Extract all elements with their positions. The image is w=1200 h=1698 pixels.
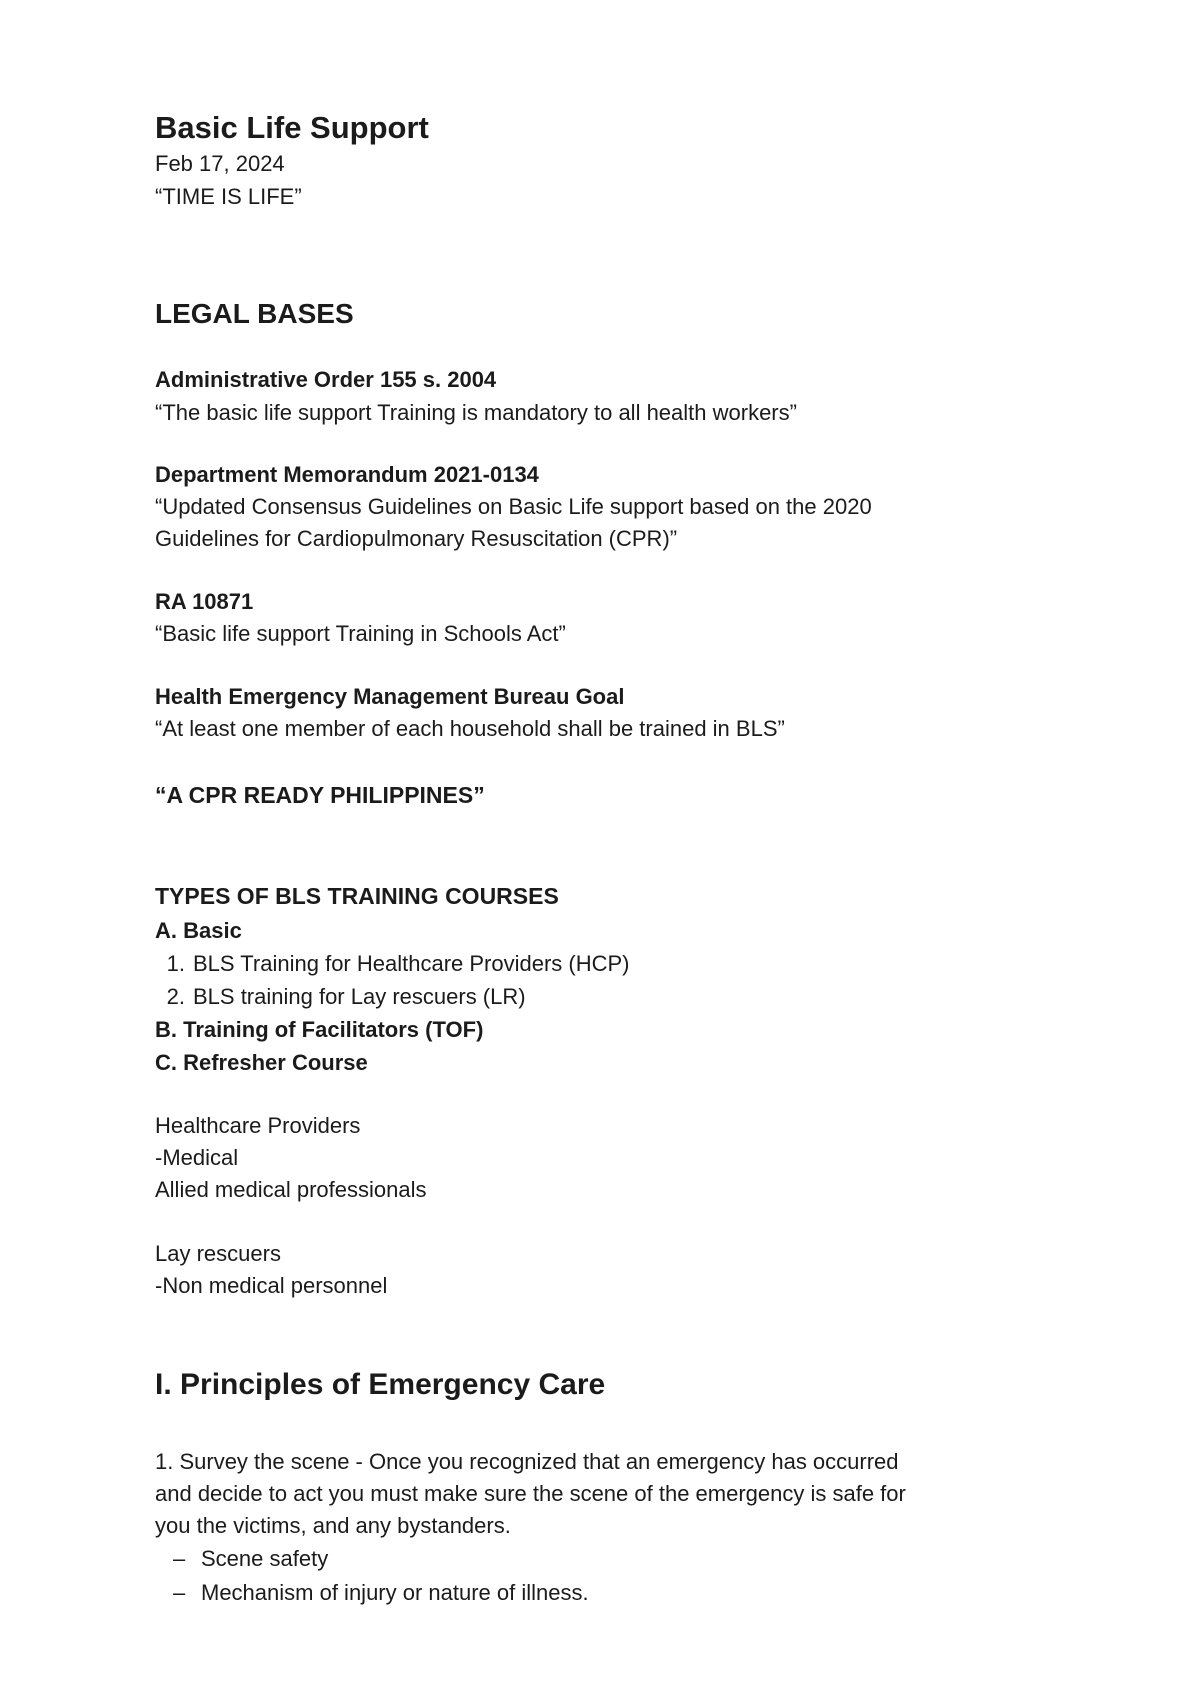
legal-item-title: Health Emergency Management Bureau Goal: [155, 684, 625, 709]
lay-rescuers-title: Lay rescuers: [155, 1241, 281, 1266]
dash-bullet-icon: –: [173, 1580, 186, 1605]
legal-item-title: Department Memorandum 2021-0134: [155, 462, 539, 487]
providers-line: -Medical: [155, 1145, 239, 1170]
legal-item-title: Administrative Order 155 s. 2004: [155, 367, 497, 392]
bullet-item: [155, 1546, 328, 1572]
courses-heading: TYPES OF BLS TRAINING COURSES: [155, 883, 559, 909]
step-text: and decide to act you must make sure the scene of the emergency is safe for: [155, 1481, 906, 1506]
list-number: 1.: [166, 951, 185, 976]
principles-heading: I. Principles of Emergency Care: [155, 1368, 606, 1401]
legal-item-title: RA 10871: [155, 589, 254, 614]
course-b-label: B. Training of Facilitators (TOF): [155, 1017, 484, 1042]
list-text: BLS training for Lay rescuers (LR): [193, 984, 526, 1009]
slogan: “A CPR READY PHILIPPINES”: [155, 782, 485, 808]
dash-bullet-icon: –: [173, 1546, 186, 1571]
course-a-label: A. Basic: [155, 918, 242, 943]
legal-item-quote: “Basic life support Training in Schools Act”: [155, 621, 566, 646]
bullet-text: Mechanism of injury or nature of illness.: [201, 1580, 589, 1605]
step-text: you the victims, and any bystanders.: [155, 1513, 511, 1538]
document-title: Basic Life Support: [155, 110, 429, 145]
list-number: 2.: [166, 984, 185, 1009]
legal-item-quote: “The basic life support Training is mandatory to all health workers”: [155, 400, 797, 425]
step-text: 1. Survey the scene - Once you recognized that an emergency has occurred: [155, 1449, 899, 1474]
legal-item-quote: “Updated Consensus Guidelines on Basic Life support based on the 2020: [155, 494, 872, 519]
document-motto: “TIME IS LIFE”: [155, 184, 302, 209]
legal-item-quote: Guidelines for Cardiopulmonary Resuscitation (CPR)”: [155, 526, 678, 551]
lay-rescuers-line: -Non medical personnel: [155, 1273, 388, 1298]
legal-bases-heading: LEGAL BASES: [155, 298, 354, 329]
list-text: BLS Training for Healthcare Providers (HCP): [193, 951, 630, 976]
list-item: [155, 984, 526, 1010]
course-c-label: C. Refresher Course: [155, 1050, 368, 1075]
list-item: [155, 951, 630, 977]
bullet-text: Scene safety: [201, 1546, 329, 1571]
providers-line: Allied medical professionals: [155, 1177, 427, 1202]
document-date: Feb 17, 2024: [155, 151, 285, 176]
providers-title: Healthcare Providers: [155, 1113, 361, 1138]
legal-item-quote: “At least one member of each household shall be trained in BLS”: [155, 716, 785, 741]
bullet-item: [155, 1580, 589, 1606]
